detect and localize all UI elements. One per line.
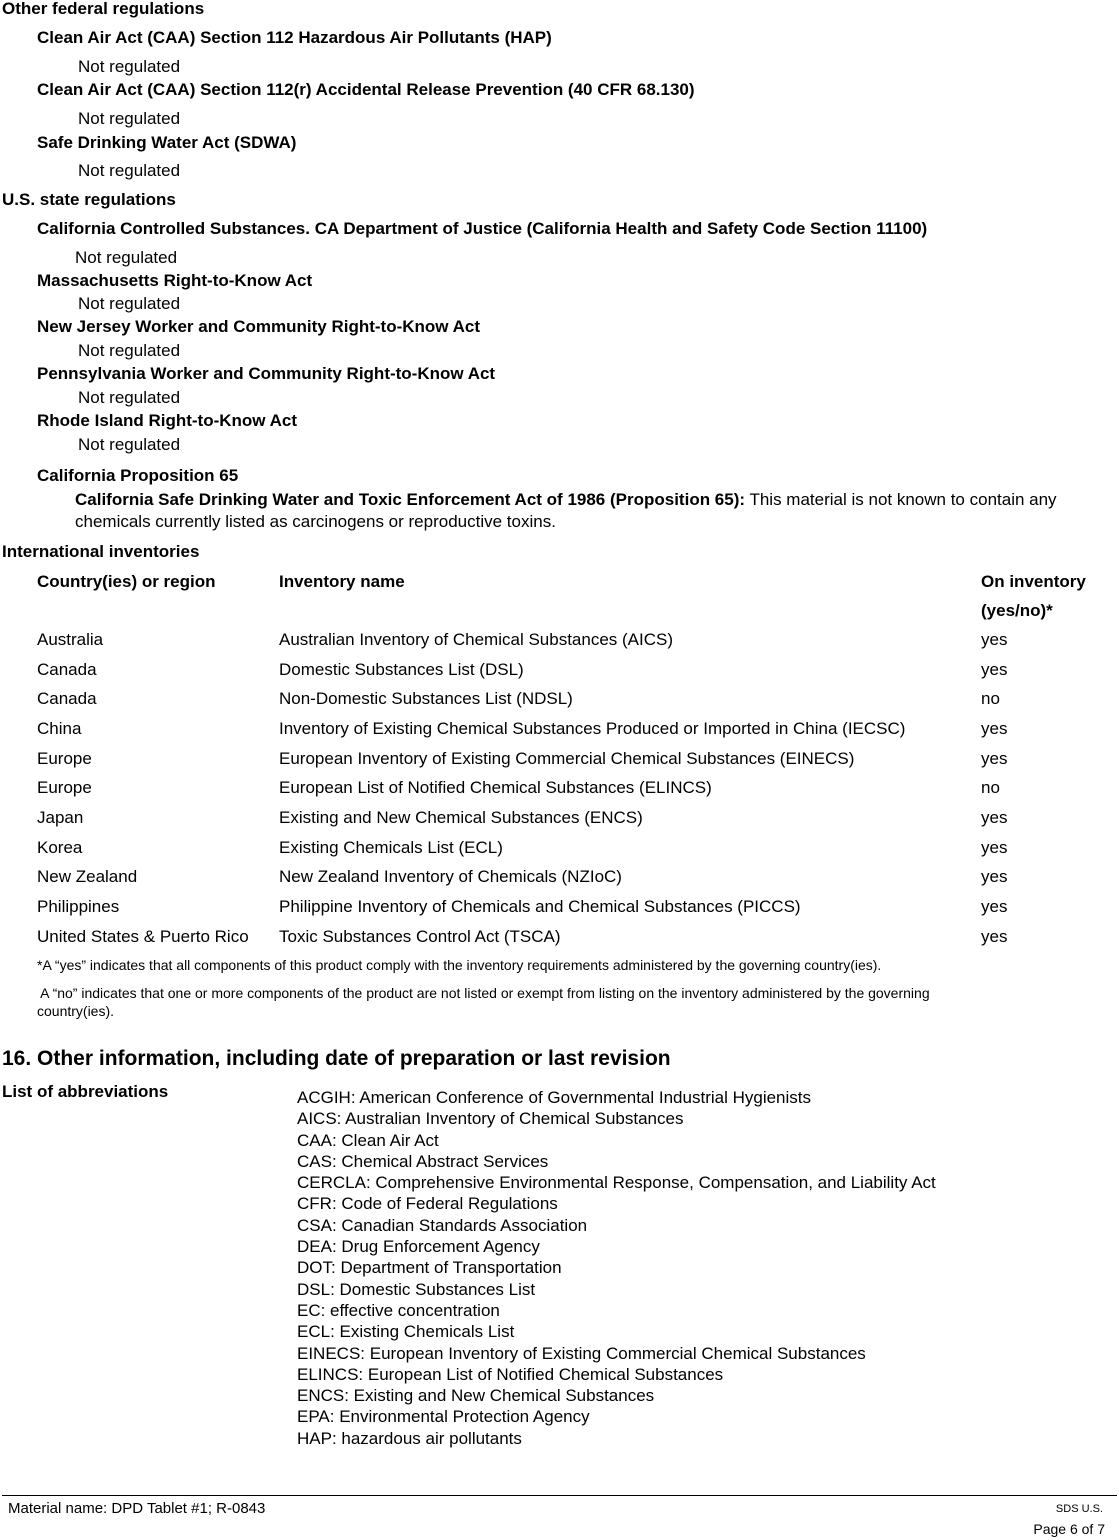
cell-on-inventory: yes [981, 660, 1008, 679]
ca-controlled-title: California Controlled Substances. CA Department of Justice (California Health and Safety Code Section 11100) [37, 219, 928, 238]
abbreviations-list [297, 1087, 936, 1449]
section-16-title: 16. Other information, including date of preparation or last revision [2, 1047, 671, 1070]
cell-on-inventory: yes [981, 749, 1008, 768]
prop65-text: This material is not known to contain any chemicals currently listed as carcinogens or reproductive toxins. [75, 490, 1057, 531]
list-item: ENCS: Existing and New Chemical Substances [297, 1386, 655, 1406]
table-row [0, 689, 1119, 713]
cell-inventory-name: Non-Domestic Substances List (NDSL) [279, 689, 573, 708]
new-jersey-value: Not regulated [78, 341, 181, 360]
col-on-inventory-header: On inventory [981, 572, 1086, 591]
list-item: HAP: hazardous air pollutants [297, 1428, 522, 1448]
caa-112r-value: Not regulated [78, 109, 181, 128]
list-item: DSL: Domestic Substances List [297, 1279, 536, 1299]
pennsylvania-value: Not regulated [78, 388, 181, 407]
list-item: CSA: Canadian Standards Association [297, 1215, 588, 1235]
cell-country: Philippines [37, 897, 120, 916]
cell-on-inventory: yes [981, 808, 1008, 827]
massachusetts-title: Massachusetts Right-to-Know Act [37, 271, 313, 290]
cell-on-inventory: yes [981, 630, 1008, 649]
list-item: CAA: Clean Air Act [297, 1130, 439, 1150]
caa-112-hap-value: Not regulated [78, 57, 181, 76]
footer-sds-label: SDS U.S. [1055, 1503, 1103, 1515]
prop65-bold-label: California Safe Drinking Water and Toxic Enforcement Act of 1986 (Proposition 65): [75, 490, 746, 509]
state-regulations-heading: U.S. state regulations [2, 190, 176, 209]
table-row [0, 719, 1119, 743]
cell-on-inventory: yes [981, 719, 1008, 738]
list-item: DOT: Department of Transportation [297, 1258, 562, 1278]
cell-inventory-name: New Zealand Inventory of Chemicals (NZIoC) [279, 867, 622, 886]
cell-country: Europe [37, 749, 92, 768]
prop65-statement [75, 489, 1075, 533]
footer-material-name: Material name: DPD Tablet #1; R-0843 [8, 1500, 266, 1517]
inventory-table-header [0, 572, 1119, 596]
cell-country: United States & Puerto Rico [37, 927, 249, 946]
list-item: CFR: Code of Federal Regulations [297, 1194, 558, 1214]
table-row [0, 808, 1119, 832]
pennsylvania-title: Pennsylvania Worker and Community Right-to-Know Act [37, 364, 496, 383]
rhode-island-title: Rhode Island Right-to-Know Act [37, 411, 298, 430]
caa-112-hap-title: Clean Air Act (CAA) Section 112 Hazardous Air Pollutants (HAP) [37, 28, 552, 47]
table-row [0, 927, 1119, 951]
cell-on-inventory: yes [981, 867, 1008, 886]
cell-inventory-name: Australian Inventory of Chemical Substances (AICS) [279, 630, 674, 649]
footer-page-number: Page 6 of 7 [1033, 1521, 1105, 1537]
footer-divider [2, 1495, 1117, 1496]
prop65-title: California Proposition 65 [37, 466, 239, 485]
sdwa-value: Not regulated [78, 161, 181, 180]
list-item: EC: effective concentration [297, 1300, 500, 1320]
cell-inventory-name: Existing and New Chemical Substances (ENCS) [279, 808, 643, 827]
table-row [0, 778, 1119, 802]
cell-on-inventory: no [981, 778, 1000, 797]
table-row [0, 630, 1119, 654]
list-item: ELINCS: European List of Notified Chemical Substances [297, 1364, 724, 1384]
col-on-inventory-header-2: (yes/no)* [981, 601, 1053, 620]
table-row [0, 867, 1119, 891]
caa-112r-title: Clean Air Act (CAA) Section 112(r) Accidental Release Prevention (40 CFR 68.130) [37, 80, 695, 99]
cell-country: Australia [37, 630, 104, 649]
list-item: ACGIH: American Conference of Governmental Industrial Hygienists [297, 1088, 812, 1107]
cell-country: Japan [37, 808, 84, 827]
cell-country: Korea [37, 838, 83, 857]
table-row [0, 749, 1119, 773]
table-row [0, 838, 1119, 862]
list-item: DEA: Drug Enforcement Agency [297, 1237, 540, 1257]
inventories-heading: International inventories [2, 542, 200, 561]
table-row [0, 660, 1119, 684]
ca-controlled-value: Not regulated [75, 248, 178, 267]
col-country-header: Country(ies) or region [37, 572, 216, 591]
list-item: EINECS: European Inventory of Existing Commercial Chemical Substances [297, 1343, 866, 1363]
cell-inventory-name: Existing Chemicals List (ECL) [279, 838, 503, 857]
cell-inventory-name: Philippine Inventory of Chemicals and Chemical Substances (PICCS) [279, 897, 801, 916]
cell-on-inventory: yes [981, 897, 1008, 916]
cell-inventory-name: Domestic Substances List (DSL) [279, 660, 524, 679]
inventory-note-yes: *A “yes” indicates that all components of this product comply with the inventory requirements administered by the governing country(ies). [37, 957, 882, 973]
list-item: EPA: Environmental Protection Agency [297, 1407, 590, 1427]
massachusetts-value: Not regulated [78, 294, 181, 313]
inventory-table-header-2 [0, 601, 1119, 625]
rhode-island-value: Not regulated [78, 435, 181, 454]
inventory-note-no-line2: country(ies). [37, 1003, 115, 1019]
list-item: AICS: Australian Inventory of Chemical Substances [297, 1109, 684, 1129]
abbreviations-label: List of abbreviations [2, 1082, 169, 1101]
cell-on-inventory: yes [981, 838, 1008, 857]
sdwa-title: Safe Drinking Water Act (SDWA) [37, 133, 297, 152]
col-name-header: Inventory name [279, 572, 405, 591]
cell-country: Europe [37, 778, 92, 797]
cell-inventory-name: Inventory of Existing Chemical Substances Produced or Imported in China (IECSC) [279, 719, 906, 738]
other-federal-heading: Other federal regulations [2, 0, 205, 18]
cell-on-inventory: no [981, 689, 1000, 708]
cell-country: Canada [37, 660, 97, 679]
list-item: CERCLA: Comprehensive Environmental Response, Compensation, and Liability Act [297, 1173, 936, 1193]
cell-country: Canada [37, 689, 97, 708]
table-row [0, 897, 1119, 921]
cell-inventory-name: Toxic Substances Control Act (TSCA) [279, 927, 561, 946]
cell-inventory-name: European Inventory of Existing Commercial Chemical Substances (EINECS) [279, 749, 855, 768]
cell-on-inventory: yes [981, 927, 1008, 946]
new-jersey-title: New Jersey Worker and Community Right-to-Know Act [37, 317, 480, 336]
cell-country: New Zealand [37, 867, 138, 886]
list-item: ECL: Existing Chemicals List [297, 1322, 515, 1342]
cell-inventory-name: European List of Notified Chemical Substances (ELINCS) [279, 778, 712, 797]
list-item: CAS: Chemical Abstract Services [297, 1151, 549, 1171]
cell-country: China [37, 719, 82, 738]
inventory-note-no-line1: A “no” indicates that one or more components of the product are not listed or exempt from listing on the inventory administered by the governing [37, 985, 930, 1001]
